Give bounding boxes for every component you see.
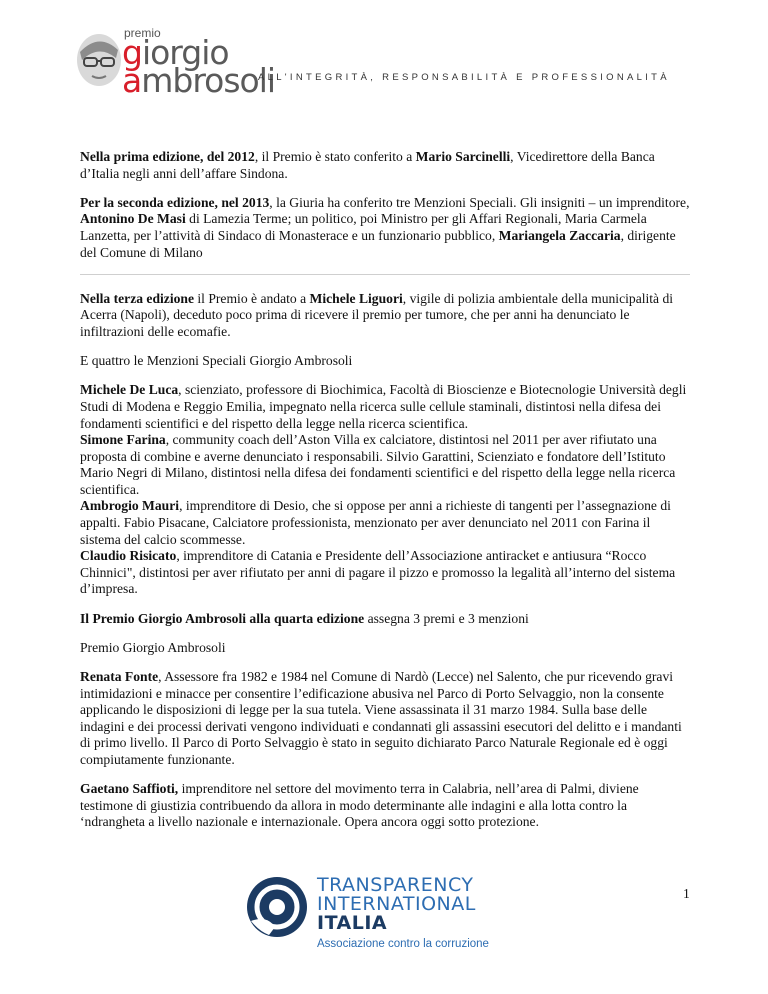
ambrosoli-portrait-logo — [68, 30, 130, 92]
paragraph-third-edition: Nella terza edizione il Premio è andato a Michele Liguori, vigile di polizia ambientale della municipalità di Acerra (Napoli), deceduto poco prima di ricevere il premio per tumore, che per anni ha denunciato le infiltrazioni delle ecomafie. — [80, 290, 674, 339]
logo-giorgio: giorgio — [122, 33, 229, 72]
award-saffioti: Gaetano Saffioti, imprenditore nel settore del movimento terra in Calabria, nell’area di Palmi, diviene testimone di giustizia contribuendo da allora in modo determinante alle indagini e alla lotta contro la ‘ndrangheta a livello nazionale e internazionale. Opera ancora oggi sotto protezione. — [80, 781, 639, 830]
ti-emblem-icon — [245, 875, 309, 939]
mention-mauri: Ambrogio Mauri, imprenditore di Desio, che si oppose per anni a richieste di tangenti per l’assegnazione di appalti. Fabio Pisacane, Calciatore professionista, menzionato per aver denunciato nel 2011 con Farina il sistema del calcio scommesse. — [80, 498, 671, 547]
paragraph-first-edition: Nella prima edizione, del 2012, il Premio è stato conferito a Mario Sarcinelli, Vicedirettore della Banca d’Italia negli anni dell’affare Sindona. — [80, 149, 655, 181]
ti-subtitle: Associazione contro la corruzione — [317, 938, 489, 950]
mention-farina: Simone Farina, community coach dell’Aston Villa ex calciatore, distintosi nel 2011 per aver rifiutato una proposta di combine e averne denunciato i responsabili. Silvio Garattini, Scienziato e fondatore dell’Istituto Mario Negri di Milano, distintosi nella difesa dei fondamenti scientifici e del rispetto della legge nella ricerca scientifica. — [80, 432, 676, 497]
ti-name-line1: TRANSPARENCY — [317, 874, 474, 896]
page-header — [68, 22, 708, 100]
logo-tagline: ALL'INTEGRITÀ, RESPONSABILITÀ E PROFESSIONALITÀ — [258, 72, 670, 83]
ti-name-line2: INTERNATIONAL — [317, 893, 476, 915]
page-number: 1 — [683, 886, 690, 901]
logo-ambrosoli: ambrosoli — [122, 61, 276, 100]
logo-premio-label: premio — [124, 26, 161, 40]
paragraph-premio-heading: Premio Giorgio Ambrosoli — [80, 639, 226, 655]
paragraph-fourth-edition: Il Premio Giorgio Ambrosoli alla quarta edizione assegna 3 premi e 3 menzioni — [80, 610, 529, 626]
ti-name-line3: ITALIA — [317, 912, 388, 934]
mention-de-luca: Michele De Luca, scienziato, professore di Biochimica, Facoltà di Bioscienze e Biotecnologie Università degli Studi di Modena e Reggio Emilia, impegnato nella ricerca sulle cellule staminali, distintosi nella difesa dei fondamenti scientifici e del rispetto della legge nella ricerca scientifica. — [80, 382, 687, 431]
mention-risicato: Claudio Risicato, imprenditore di Catania e Presidente dell’Associazione antiracket e antiusura “Rocco Chinnici", distintosi per aver rifiutato per anni di pagare il pizzo e promosso la legalità all’interno del sistema d’impresa. — [80, 548, 676, 597]
transparency-international-logo — [245, 875, 545, 965]
paragraph-special-mentions-intro: E quattro le Menzioni Speciali Giorgio Ambrosoli — [80, 353, 353, 369]
document-body — [80, 149, 690, 844]
award-fonte: Renata Fonte, Assessore fra 1982 e 1984 nel Comune di Nardò (Lecce) nel Salento, che pur ricevendo gravi intimidazioni e minacce per consentire l’edificazione abusiva nel Parco di Porto Selvaggio, non la consente applicando le disposizioni di legge per la sua tutela. Viene assassinata il 31 marzo 1984. Sulla base delle indagini e dei processi derivati vengono individuati e condannati gli assassini esecutori del delitto e i mandanti di primo livello. Il Parco di Porto Selvaggio è stato in seguito dichiarato Parco Naturale Regionale ed è oggi compiutamente funzionante. — [80, 669, 682, 767]
section-divider — [80, 274, 690, 275]
paragraph-second-edition: Per la seconda edizione, nel 2013, la Giuria ha conferito tre Menzioni Speciali. Gli insigniti – un imprenditore, Antonino De Masi di Lamezia Terme; un politico, poi Ministro per gli Affari Regionali, Maria Carmela Lanzetta, per l’attività di Sindaco di Monasterace e un funzionario pubblico, Mariangela Zaccaria, dirigente del Comune di Milano — [80, 194, 690, 260]
